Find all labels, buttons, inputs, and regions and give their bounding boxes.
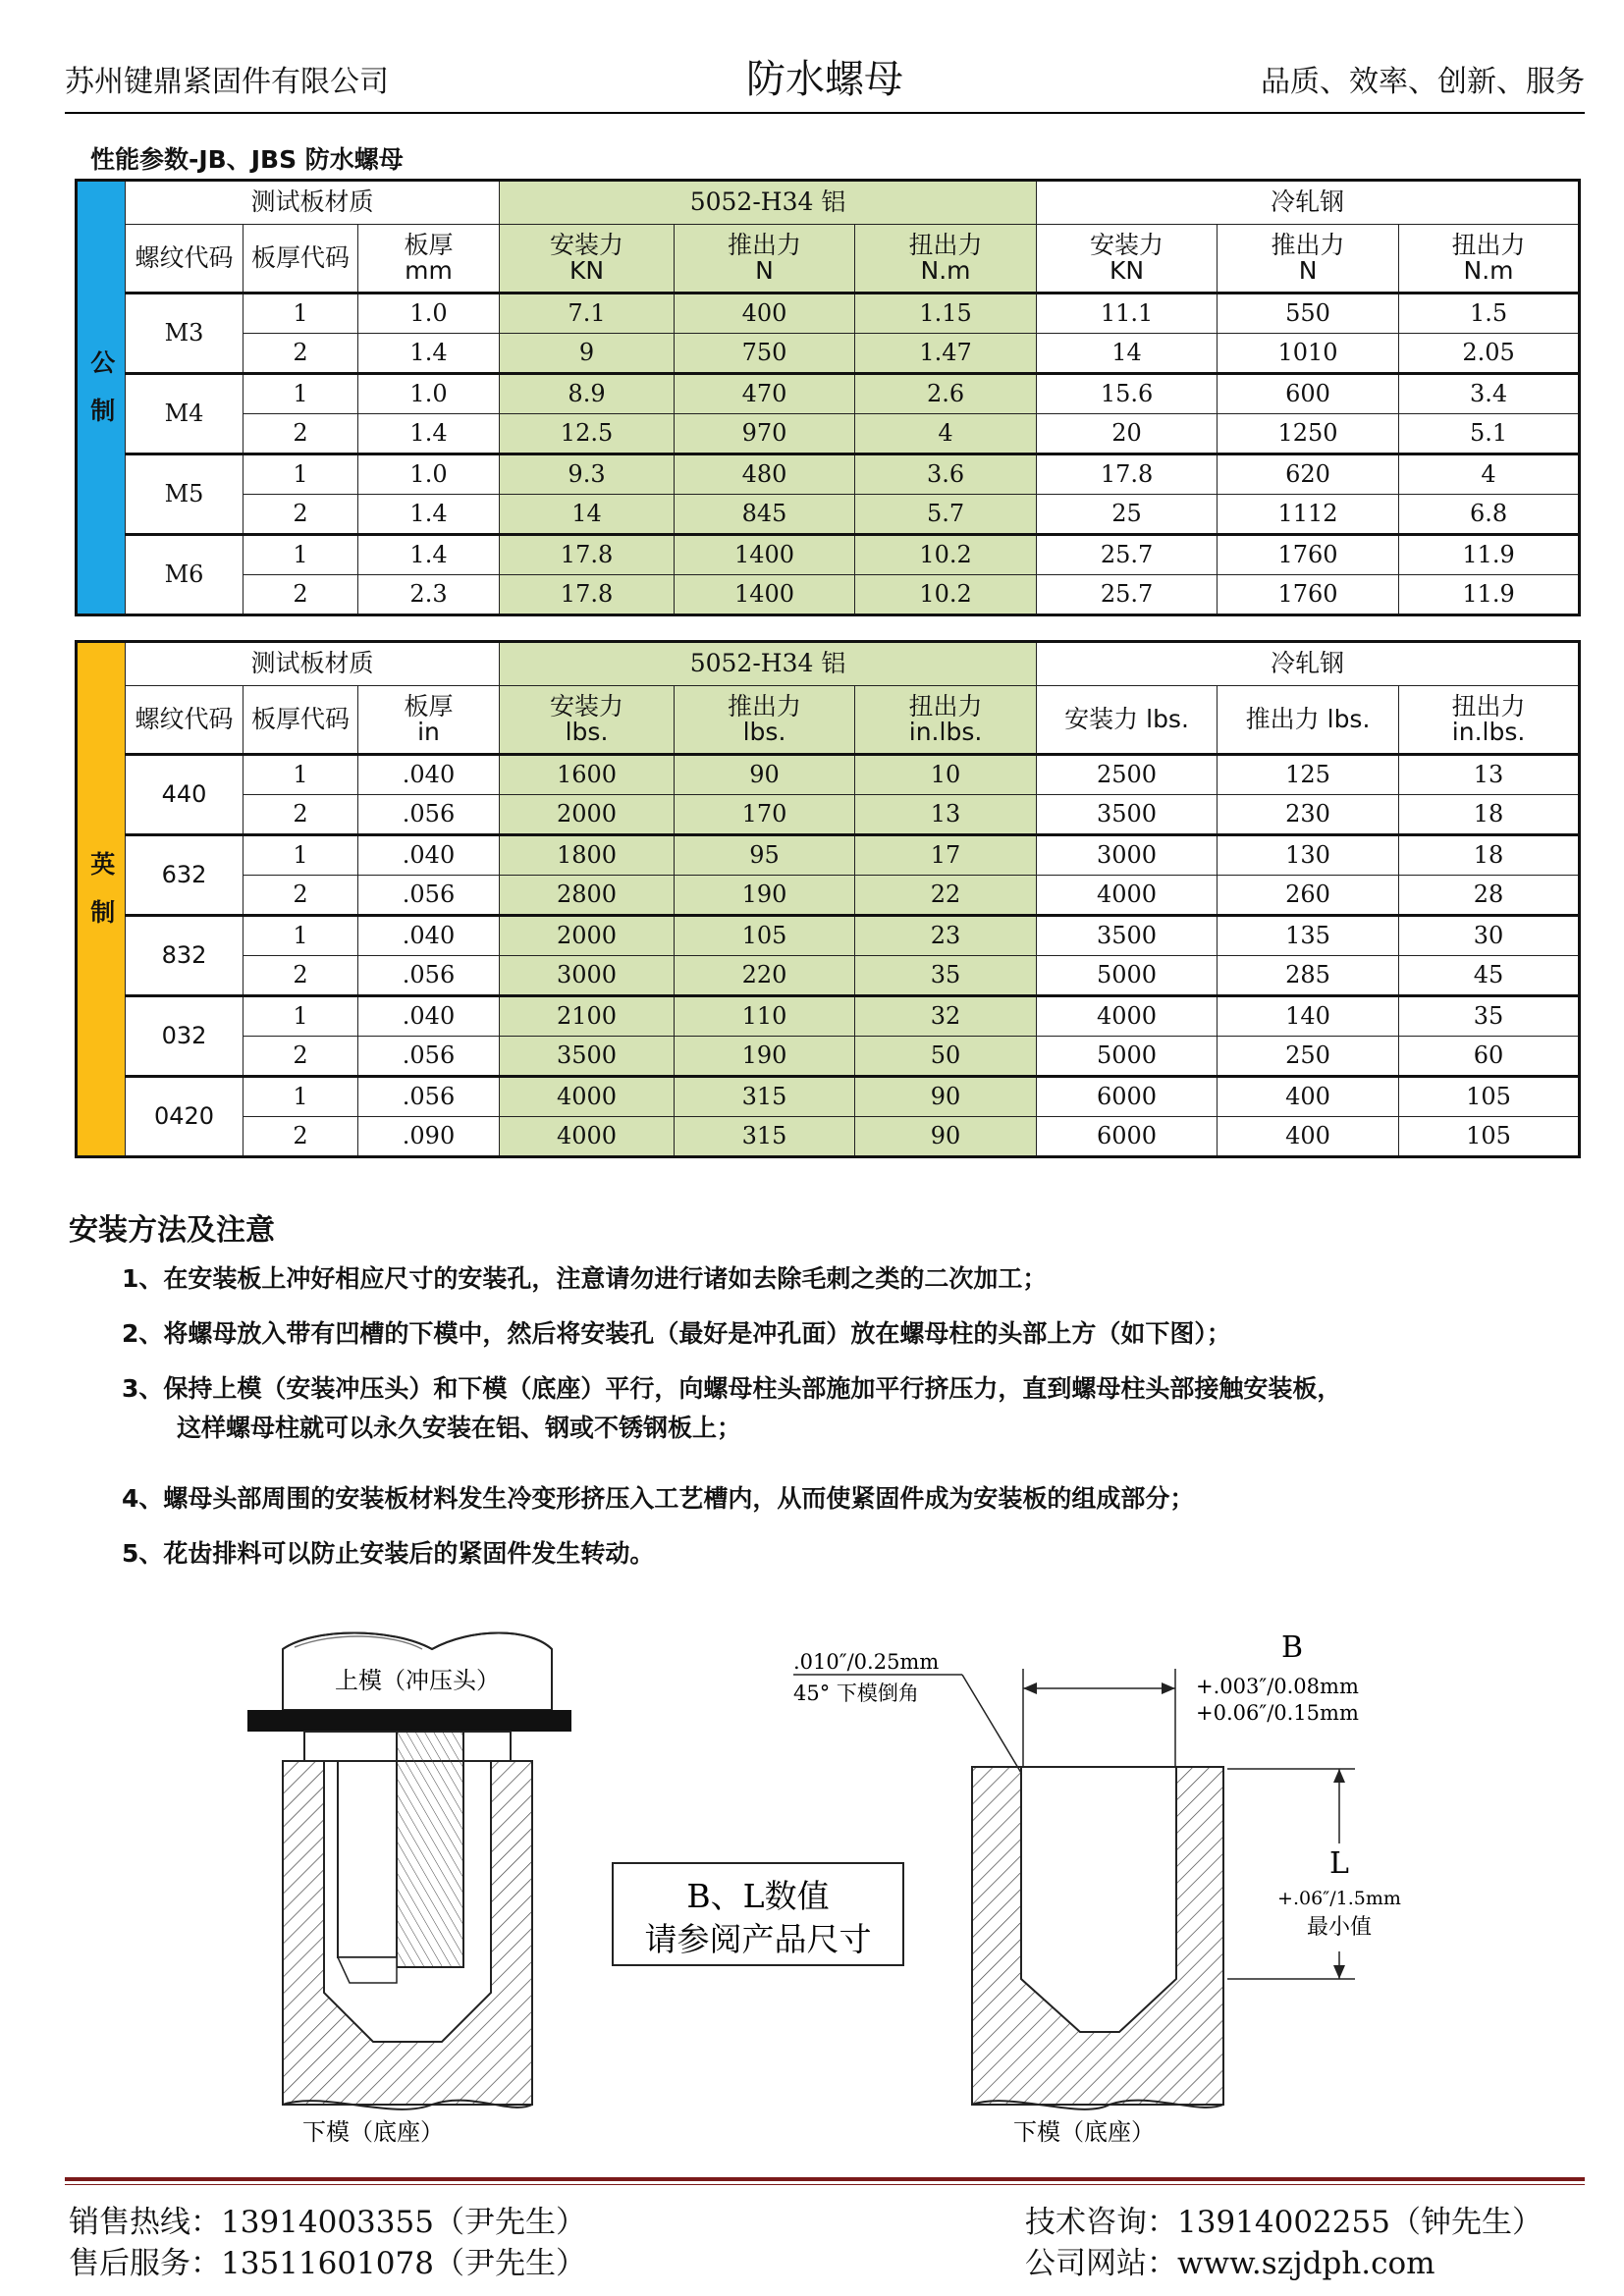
mounting-plate	[247, 1710, 571, 1732]
al-push-cell: 220	[675, 956, 855, 996]
al-torque-cell: 32	[855, 996, 1037, 1037]
al-install-cell: 2000	[500, 795, 675, 835]
after-sales-line: 售后服务：13511601078（尹先生）	[69, 2246, 586, 2281]
thread-code-cell: M4	[126, 374, 244, 454]
table-row	[77, 495, 1580, 535]
board-material-header: 测试板材质	[126, 642, 500, 686]
st-push-cell: 285	[1218, 956, 1399, 996]
st-install-cell: 6000	[1037, 1117, 1218, 1157]
al-torque-cell: 13	[855, 795, 1037, 835]
st-torque-cell: 11.9	[1399, 535, 1580, 575]
steel-header: 冷轧钢	[1037, 642, 1580, 686]
st-install-cell: 4000	[1037, 876, 1218, 916]
st-push-cell: 125	[1218, 755, 1399, 795]
al-push-cell: 1400	[675, 535, 855, 575]
imperial-spec-table	[75, 640, 1581, 1158]
table-subtitle: 性能参数-JB、JBS 防水螺母	[90, 145, 404, 174]
upper-die-label: 上模（冲压头）	[335, 1667, 500, 1694]
thick-cell: .056	[358, 1037, 500, 1077]
table-row	[77, 535, 1580, 575]
table-row	[77, 996, 1580, 1037]
al-install-cell: 1800	[500, 835, 675, 876]
system-label-imperial: 英制	[77, 642, 126, 1157]
al-install-cell: 8.9	[500, 374, 675, 414]
al-install-cell: 2100	[500, 996, 675, 1037]
table-row	[77, 755, 1580, 795]
sales-hotline: 销售热线：13914003355（尹先生）	[69, 2205, 586, 2240]
st-torque-cell: 30	[1399, 916, 1580, 956]
tech-support-line: 技术咨询：13914002255（钟先生）	[1025, 2205, 1543, 2240]
code-cell: 1	[244, 454, 358, 495]
chamfer-label-1: .010″/0.25mm	[793, 1650, 940, 1674]
lower-die-label: 下模（底座）	[1013, 2118, 1155, 2146]
al-torque-header: 扭出力 in.lbs.	[855, 686, 1037, 755]
al-torque-cell: 3.6	[855, 454, 1037, 495]
al-install-cell: 17.8	[500, 575, 675, 615]
al-torque-cell: 10	[855, 755, 1037, 795]
st-push-cell: 135	[1218, 916, 1399, 956]
st-push-cell: 1010	[1218, 334, 1399, 374]
st-install-cell: 3500	[1037, 916, 1218, 956]
al-install-header: 安装力 KN	[500, 225, 675, 294]
st-torque-cell: 18	[1399, 795, 1580, 835]
code-cell: 2	[244, 795, 358, 835]
thread-code-cell: M3	[126, 294, 244, 374]
st-install-cell: 25.7	[1037, 535, 1218, 575]
al-push-cell: 95	[675, 835, 855, 876]
al-install-cell: 2800	[500, 876, 675, 916]
code-cell: 1	[244, 835, 358, 876]
st-push-cell: 1250	[1218, 414, 1399, 454]
l-dimension-label: L	[1329, 1846, 1349, 1881]
al-push-cell: 170	[675, 795, 855, 835]
al-torque-cell: 5.7	[855, 495, 1037, 535]
st-install-cell: 14	[1037, 334, 1218, 374]
thick-cell: .056	[358, 956, 500, 996]
st-push-cell: 230	[1218, 795, 1399, 835]
aluminum-header: 5052-H34 铝	[500, 181, 1037, 225]
install-step: 5、花齿排料可以防止安装后的紧固件发生转动。	[122, 1539, 655, 1568]
al-install-cell: 4000	[500, 1117, 675, 1157]
st-push-cell: 620	[1218, 454, 1399, 495]
al-push-cell: 750	[675, 334, 855, 374]
thick-cell: 1.4	[358, 414, 500, 454]
st-install-cell: 20	[1037, 414, 1218, 454]
st-install-cell: 5000	[1037, 956, 1218, 996]
st-install-cell: 2500	[1037, 755, 1218, 795]
code-cell: 2	[244, 334, 358, 374]
al-torque-cell: 10.2	[855, 575, 1037, 615]
install-step: 3、保持上模（安装冲压头）和下模（底座）平行，向螺母柱头部施加平行挤压力，直到螺母柱头部接触安装板， 这样螺母柱就可以永久安装在铝、钢或不锈钢板上；	[122, 1369, 1575, 1479]
st-install-cell: 17.8	[1037, 454, 1218, 495]
code-cell: 1	[244, 374, 358, 414]
table-row	[77, 835, 1580, 876]
al-push-cell: 105	[675, 916, 855, 956]
st-push-cell: 260	[1218, 876, 1399, 916]
st-install-cell: 4000	[1037, 996, 1218, 1037]
al-torque-cell: 1.15	[855, 294, 1037, 334]
st-push-header: 推出力 N	[1218, 225, 1399, 294]
aluminum-header: 5052-H34 铝	[500, 642, 1037, 686]
b-tolerance-1: +.003″/0.08mm	[1196, 1675, 1359, 1698]
l-tolerance: +.06″/1.5mm	[1277, 1888, 1401, 1909]
al-push-cell: 90	[675, 755, 855, 795]
table-row	[77, 294, 1580, 334]
thick-cell: .040	[358, 996, 500, 1037]
al-torque-cell: 2.6	[855, 374, 1037, 414]
note-box	[613, 1863, 903, 1965]
al-push-header: 推出力 N	[675, 225, 855, 294]
st-install-cell: 3000	[1037, 835, 1218, 876]
al-torque-cell: 50	[855, 1037, 1037, 1077]
st-torque-cell: 1.5	[1399, 294, 1580, 334]
page-header	[65, 51, 1585, 114]
chamfer-label-2: 45° 下模倒角	[793, 1682, 919, 1705]
st-push-cell: 550	[1218, 294, 1399, 334]
st-torque-cell: 4	[1399, 454, 1580, 495]
al-push-cell: 315	[675, 1117, 855, 1157]
thread-code-cell: 032	[126, 996, 244, 1077]
b-dimension-label: B	[1280, 1630, 1304, 1665]
page-title: 防水螺母	[746, 57, 903, 102]
al-install-cell: 9.3	[500, 454, 675, 495]
thick-cell: 1.4	[358, 495, 500, 535]
thread-code-cell: 0420	[126, 1077, 244, 1157]
footer-rule-thin	[65, 2184, 1585, 2185]
thick-cell: .056	[358, 795, 500, 835]
thick-cell: .040	[358, 916, 500, 956]
al-install-cell: 12.5	[500, 414, 675, 454]
al-torque-cell: 17	[855, 835, 1037, 876]
company-name: 苏州键鼎紧固件有限公司	[65, 65, 389, 99]
thick-cell: 1.0	[358, 294, 500, 334]
st-push-cell: 1112	[1218, 495, 1399, 535]
al-push-cell: 1400	[675, 575, 855, 615]
st-install-cell: 11.1	[1037, 294, 1218, 334]
al-push-cell: 400	[675, 294, 855, 334]
st-push-cell: 250	[1218, 1037, 1399, 1077]
al-push-cell: 190	[675, 876, 855, 916]
al-install-cell: 4000	[500, 1077, 675, 1117]
b-tolerance-2: +0.06″/0.15mm	[1196, 1701, 1359, 1725]
al-torque-header: 扭出力 N.m	[855, 225, 1037, 294]
st-torque-header: 扭出力 N.m	[1399, 225, 1580, 294]
st-push-header: 推出力 lbs.	[1218, 686, 1399, 755]
lower-die-label: 下模（底座）	[302, 2118, 444, 2146]
thick-cell: 1.4	[358, 334, 500, 374]
note-line-1: B、L数值	[686, 1877, 830, 1915]
al-push-cell: 845	[675, 495, 855, 535]
thick-cell: .040	[358, 755, 500, 795]
st-push-cell: 140	[1218, 996, 1399, 1037]
note-line-2: 请参阅产品尺寸	[644, 1920, 872, 1958]
l-minimum-label: 最小值	[1306, 1915, 1373, 1940]
st-push-cell: 1760	[1218, 535, 1399, 575]
thick-cell: 2.3	[358, 575, 500, 615]
board-material-header: 测试板材质	[126, 181, 500, 225]
table-row	[77, 1037, 1580, 1077]
st-torque-cell: 105	[1399, 1117, 1580, 1157]
code-cell: 1	[244, 535, 358, 575]
installation-diagram	[0, 1610, 1624, 2160]
thickness-header: 板厚 in	[358, 686, 500, 755]
al-install-cell: 9	[500, 334, 675, 374]
st-push-cell: 600	[1218, 374, 1399, 414]
thread-code-cell: 632	[126, 835, 244, 916]
install-step: 4、螺母头部周围的安装板材料发生冷变形挤压入工艺槽内，从而使紧固件成为安装板的组成部分；	[122, 1484, 1195, 1513]
st-install-header: 安装力 lbs.	[1037, 686, 1218, 755]
metric-spec-table	[75, 179, 1581, 616]
st-torque-cell: 6.8	[1399, 495, 1580, 535]
al-install-header: 安装力 lbs.	[500, 686, 675, 755]
thick-cell: 1.0	[358, 454, 500, 495]
install-step: 1、在安装板上冲好相应尺寸的安装孔，注意请勿进行诸如去除毛刺之类的二次加工；	[122, 1264, 1048, 1293]
table-row	[77, 374, 1580, 414]
table-row	[77, 876, 1580, 916]
al-push-cell: 470	[675, 374, 855, 414]
code-cell: 1	[244, 755, 358, 795]
al-push-cell: 480	[675, 454, 855, 495]
thread-code-cell: 440	[126, 755, 244, 835]
st-install-cell: 15.6	[1037, 374, 1218, 414]
thick-cell: .090	[358, 1117, 500, 1157]
al-torque-cell: 22	[855, 876, 1037, 916]
al-push-cell: 970	[675, 414, 855, 454]
table-row	[77, 956, 1580, 996]
table-row	[77, 575, 1580, 615]
al-torque-cell: 4	[855, 414, 1037, 454]
al-torque-cell: 23	[855, 916, 1037, 956]
al-install-cell: 3500	[500, 1037, 675, 1077]
al-torque-cell: 35	[855, 956, 1037, 996]
code-cell: 2	[244, 1117, 358, 1157]
al-install-cell: 1600	[500, 755, 675, 795]
thick-cell: 1.4	[358, 535, 500, 575]
thickness-header: 板厚 mm	[358, 225, 500, 294]
al-push-cell: 190	[675, 1037, 855, 1077]
thick-cell: .040	[358, 835, 500, 876]
st-torque-cell: 28	[1399, 876, 1580, 916]
thread-code-cell: M6	[126, 535, 244, 615]
st-push-cell: 400	[1218, 1077, 1399, 1117]
install-step: 2、将螺母放入带有凹槽的下模中，然后将安装孔（最好是冲孔面）放在螺母柱的头部上方（如下图）；	[122, 1319, 1231, 1348]
code-cell: 2	[244, 414, 358, 454]
thick-cell: .056	[358, 876, 500, 916]
code-cell: 2	[244, 956, 358, 996]
thread-code-cell: 832	[126, 916, 244, 996]
thickness-code-header: 板厚代码	[244, 225, 358, 294]
st-push-cell: 130	[1218, 835, 1399, 876]
al-install-cell: 17.8	[500, 535, 675, 575]
thick-cell: 1.0	[358, 374, 500, 414]
install-steps	[122, 1259, 1575, 1589]
al-push-cell: 315	[675, 1077, 855, 1117]
st-torque-cell: 105	[1399, 1077, 1580, 1117]
st-install-cell: 5000	[1037, 1037, 1218, 1077]
al-torque-cell: 90	[855, 1117, 1037, 1157]
table-row	[77, 1077, 1580, 1117]
website-line: 公司网站：www.szjdph.com	[1025, 2246, 1435, 2281]
al-install-cell: 3000	[500, 956, 675, 996]
al-push-header: 推出力 lbs.	[675, 686, 855, 755]
code-cell: 2	[244, 876, 358, 916]
table-row	[77, 795, 1580, 835]
footer-rule	[65, 2177, 1585, 2181]
st-torque-cell: 18	[1399, 835, 1580, 876]
st-torque-cell: 2.05	[1399, 334, 1580, 374]
al-torque-cell: 1.47	[855, 334, 1037, 374]
table-row	[77, 916, 1580, 956]
slogan: 品质、效率、创新、服务	[1261, 65, 1585, 99]
thread-code-cell: M5	[126, 454, 244, 535]
thickness-code-header: 板厚代码	[244, 686, 358, 755]
code-cell: 2	[244, 575, 358, 615]
al-install-cell: 2000	[500, 916, 675, 956]
st-push-cell: 400	[1218, 1117, 1399, 1157]
code-cell: 2	[244, 495, 358, 535]
code-cell: 1	[244, 996, 358, 1037]
st-install-cell: 6000	[1037, 1077, 1218, 1117]
st-torque-cell: 11.9	[1399, 575, 1580, 615]
st-torque-header: 扭出力 in.lbs.	[1399, 686, 1580, 755]
st-torque-cell: 60	[1399, 1037, 1580, 1077]
st-install-cell: 25	[1037, 495, 1218, 535]
st-install-header: 安装力 KN	[1037, 225, 1218, 294]
code-cell: 2	[244, 1037, 358, 1077]
al-torque-cell: 90	[855, 1077, 1037, 1117]
al-install-cell: 14	[500, 495, 675, 535]
st-install-cell: 25.7	[1037, 575, 1218, 615]
al-push-cell: 110	[675, 996, 855, 1037]
st-torque-cell: 13	[1399, 755, 1580, 795]
table-row	[77, 1117, 1580, 1157]
st-torque-cell: 3.4	[1399, 374, 1580, 414]
table-row	[77, 334, 1580, 374]
st-install-cell: 3500	[1037, 795, 1218, 835]
thick-cell: .056	[358, 1077, 500, 1117]
st-torque-cell: 35	[1399, 996, 1580, 1037]
st-push-cell: 1760	[1218, 575, 1399, 615]
install-step-continuation: 这样螺母柱就可以永久安装在铝、钢或不锈钢板上；	[177, 1414, 742, 1442]
al-torque-cell: 10.2	[855, 535, 1037, 575]
thread-code-header: 螺纹代码	[126, 225, 244, 294]
al-install-cell: 7.1	[500, 294, 675, 334]
code-cell: 1	[244, 916, 358, 956]
left-press-figure	[247, 1633, 571, 2147]
st-torque-cell: 45	[1399, 956, 1580, 996]
st-torque-cell: 5.1	[1399, 414, 1580, 454]
table-row	[77, 454, 1580, 495]
table-row	[77, 414, 1580, 454]
code-cell: 1	[244, 1077, 358, 1117]
thread-code-header: 螺纹代码	[126, 686, 244, 755]
code-cell: 1	[244, 294, 358, 334]
install-method-title: 安装方法及注意	[69, 1213, 275, 1248]
system-label-metric: 公制	[77, 181, 126, 615]
nut-thread	[397, 1732, 463, 1967]
steel-header: 冷轧钢	[1037, 181, 1580, 225]
